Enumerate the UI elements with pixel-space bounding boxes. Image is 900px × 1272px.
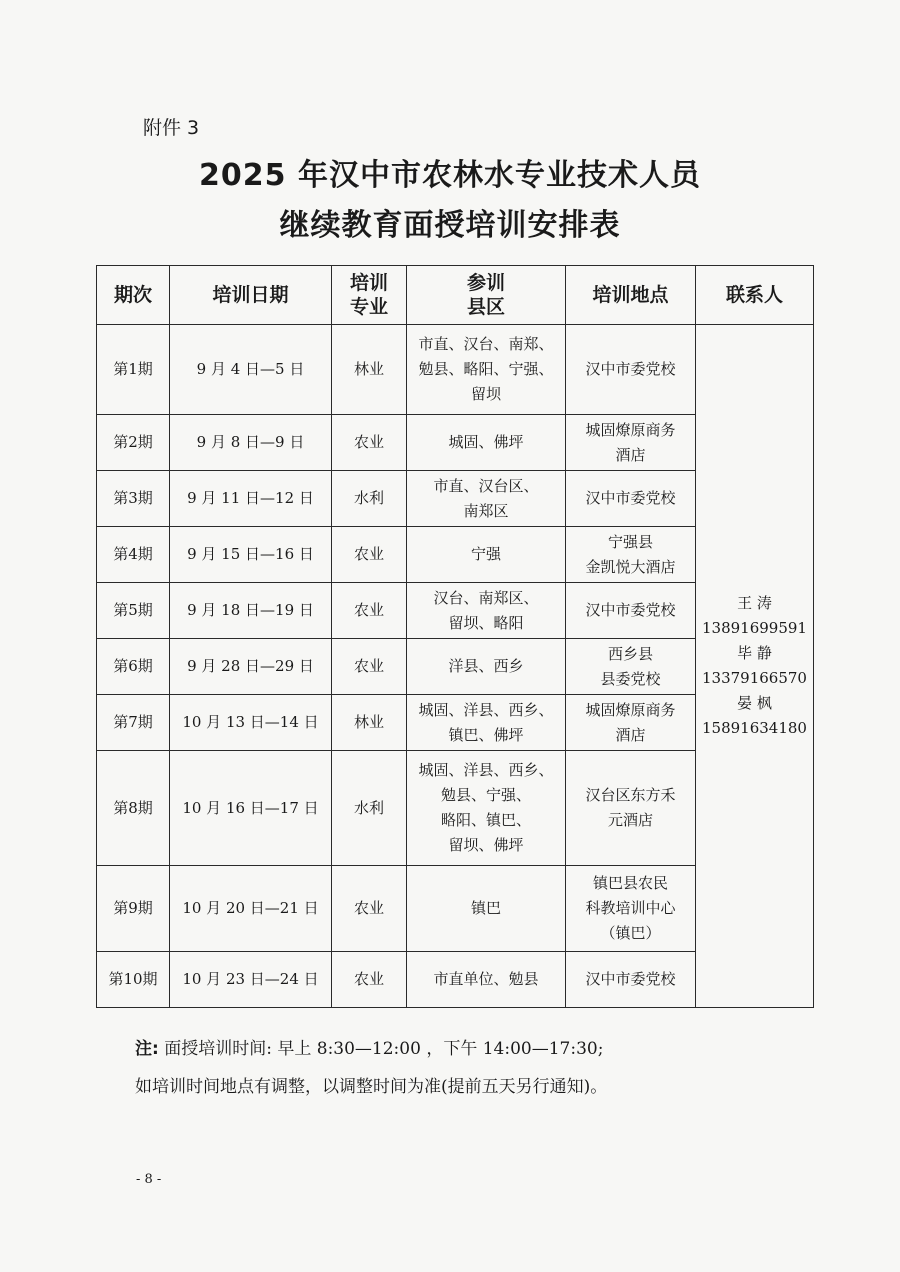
cell-period: 第7期 bbox=[97, 695, 170, 751]
cell-major: 林业 bbox=[332, 325, 407, 415]
counties-line: 留坝、佛坪 bbox=[448, 836, 524, 854]
header-major bbox=[332, 266, 407, 325]
cell-date: 10 月 23 日—24 日 bbox=[170, 952, 332, 1008]
counties-line: 勉县、宁强、 bbox=[440, 786, 531, 804]
location-line: 宁强县 bbox=[607, 532, 653, 551]
cell-major: 农业 bbox=[332, 583, 407, 639]
cell-major: 林业 bbox=[332, 695, 407, 751]
cell-period: 第4期 bbox=[97, 527, 170, 583]
location-line: 县委党校 bbox=[600, 669, 661, 688]
document-title-line-2: 继续教育面授培训安排表 bbox=[279, 208, 621, 243]
location-line: 汉中市委党校 bbox=[585, 360, 676, 378]
location-line: 汉中市委党校 bbox=[585, 970, 676, 988]
cell-date: 10 月 13 日—14 日 bbox=[170, 695, 332, 751]
cell-major: 农业 bbox=[332, 415, 407, 471]
contact-line: 15891634180 bbox=[702, 719, 807, 737]
cell-location bbox=[566, 751, 696, 866]
cell-period: 第9期 bbox=[97, 866, 170, 952]
cell-location bbox=[566, 471, 696, 527]
cell-period: 第10期 bbox=[97, 952, 170, 1008]
counties-line: 城固、洋县、西乡、 bbox=[418, 761, 554, 779]
cell-period: 第1期 bbox=[97, 325, 170, 415]
footnote-line-1 bbox=[135, 1030, 775, 1068]
counties-line: 城固、洋县、西乡、 bbox=[418, 700, 554, 719]
cell-date: 9 月 18 日—19 日 bbox=[170, 583, 332, 639]
footnote bbox=[135, 1030, 775, 1106]
table-row bbox=[97, 325, 814, 415]
cell-major: 农业 bbox=[332, 952, 407, 1008]
cell-date: 9 月 15 日—16 日 bbox=[170, 527, 332, 583]
location-line: 酒店 bbox=[615, 725, 646, 744]
cell-location bbox=[566, 527, 696, 583]
counties-line: 宁强 bbox=[470, 545, 501, 563]
location-line: 科教培训中心 bbox=[585, 899, 676, 917]
contact-line: 晏 枫 bbox=[737, 694, 772, 712]
cell-location bbox=[566, 325, 696, 415]
cell-counties bbox=[407, 751, 566, 866]
counties-line: 汉台、南郑区、 bbox=[433, 588, 539, 607]
header-major-line-1: 培训 bbox=[349, 272, 388, 294]
header-counties-line-1: 参训 bbox=[466, 272, 505, 294]
counties-line: 镇巴 bbox=[470, 899, 501, 917]
cell-counties bbox=[407, 639, 566, 695]
cell-date: 10 月 20 日—21 日 bbox=[170, 866, 332, 952]
location-line: 酒店 bbox=[615, 445, 646, 464]
counties-line: 略阳、镇巴、 bbox=[440, 811, 531, 829]
cell-date: 9 月 8 日—9 日 bbox=[170, 415, 332, 471]
cell-counties bbox=[407, 583, 566, 639]
location-line: 汉台区东方禾 bbox=[585, 786, 676, 804]
cell-location bbox=[566, 415, 696, 471]
cell-location bbox=[566, 583, 696, 639]
cell-location bbox=[566, 866, 696, 952]
cell-major: 农业 bbox=[332, 639, 407, 695]
cell-period: 第5期 bbox=[97, 583, 170, 639]
cell-location bbox=[566, 639, 696, 695]
training-schedule-table bbox=[96, 265, 814, 1008]
counties-line: 留坝、略阳 bbox=[448, 613, 524, 632]
header-period: 期次 bbox=[97, 266, 170, 325]
cell-counties bbox=[407, 325, 566, 415]
counties-line: 城固、佛坪 bbox=[448, 433, 524, 451]
header-date: 培训日期 bbox=[170, 266, 332, 325]
counties-line: 镇巴、佛坪 bbox=[448, 725, 524, 744]
cell-major: 农业 bbox=[332, 527, 407, 583]
counties-line: 南郑区 bbox=[463, 501, 509, 520]
cell-location bbox=[566, 952, 696, 1008]
footnote-text-2: 如培训时间地点有调整，以调整时间为准(提前五天另行通知)。 bbox=[135, 1077, 608, 1097]
header-major-line-2: 专业 bbox=[349, 296, 388, 318]
cell-counties bbox=[407, 415, 566, 471]
location-line: 汉中市委党校 bbox=[585, 601, 676, 619]
counties-line: 市直、汉台区、 bbox=[433, 476, 539, 495]
table-header-row bbox=[97, 266, 814, 325]
cell-period: 第2期 bbox=[97, 415, 170, 471]
header-counties bbox=[407, 266, 566, 325]
cell-counties bbox=[407, 471, 566, 527]
cell-counties bbox=[407, 695, 566, 751]
location-line: 城固燎原商务 bbox=[585, 420, 676, 439]
cell-location bbox=[566, 695, 696, 751]
counties-line: 勉县、略阳、宁强、 bbox=[418, 360, 554, 378]
cell-date: 10 月 16 日—17 日 bbox=[170, 751, 332, 866]
cell-contacts bbox=[696, 325, 814, 1008]
location-line: 西乡县 bbox=[607, 644, 653, 663]
contact-line: 13891699591 bbox=[702, 619, 807, 637]
location-line: 镇巴县农民 bbox=[592, 874, 668, 892]
document-title-line-1: 2025 年汉中市农林水专业技术人员 bbox=[199, 158, 701, 193]
cell-counties bbox=[407, 952, 566, 1008]
header-counties-line-2: 县区 bbox=[466, 296, 505, 318]
location-line: 金凯悦大酒店 bbox=[585, 557, 676, 576]
location-line: 元酒店 bbox=[607, 811, 653, 829]
cell-date: 9 月 11 日—12 日 bbox=[170, 471, 332, 527]
location-line: （镇巴） bbox=[600, 924, 661, 942]
cell-major: 水利 bbox=[332, 471, 407, 527]
cell-period: 第6期 bbox=[97, 639, 170, 695]
contact-line: 王 涛 bbox=[737, 594, 772, 612]
cell-major: 农业 bbox=[332, 866, 407, 952]
footnote-label: 注: bbox=[135, 1039, 159, 1059]
header-contact: 联系人 bbox=[696, 266, 814, 325]
counties-line: 市直单位、勉县 bbox=[433, 970, 539, 988]
cell-date: 9 月 28 日—29 日 bbox=[170, 639, 332, 695]
cell-counties bbox=[407, 866, 566, 952]
contact-line: 毕 静 bbox=[737, 644, 772, 662]
cell-date: 9 月 4 日—5 日 bbox=[170, 325, 332, 415]
header-location: 培训地点 bbox=[566, 266, 696, 325]
counties-line: 市直、汉台、南郑、 bbox=[418, 335, 554, 353]
counties-line: 留坝 bbox=[470, 385, 501, 403]
footnote-text-1: 面授培训时间: 早上 8:30—12:00 ，下午 14:00—17:30; bbox=[164, 1039, 604, 1059]
cell-period: 第8期 bbox=[97, 751, 170, 866]
cell-major: 水利 bbox=[332, 751, 407, 866]
location-line: 汉中市委党校 bbox=[585, 489, 676, 507]
location-line: 城固燎原商务 bbox=[585, 700, 676, 719]
counties-line: 洋县、西乡 bbox=[448, 657, 524, 675]
contact-line: 13379166570 bbox=[702, 669, 807, 687]
cell-period: 第3期 bbox=[97, 471, 170, 527]
attachment-label: 附件 3 bbox=[143, 117, 200, 139]
page-number: - 8 - bbox=[136, 1172, 162, 1187]
cell-counties bbox=[407, 527, 566, 583]
